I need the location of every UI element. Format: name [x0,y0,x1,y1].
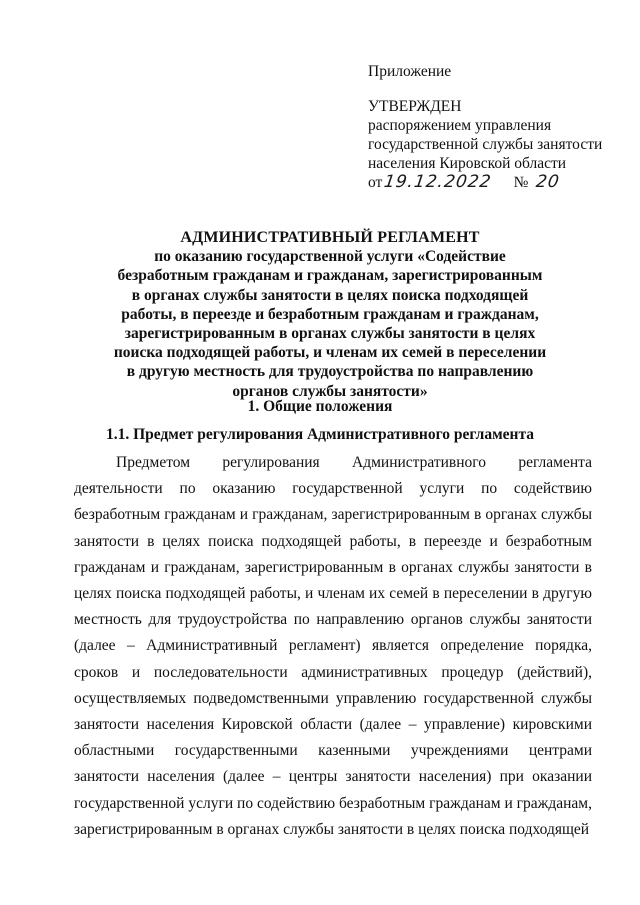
title-line: в другую местность для трудоустройства по направлению [126,363,534,381]
body-paragraph: Предметом регулирования Административного регламента деятельности по оказанию государственной услуги по содействию безработным гражданам и гражданам, зарегистрированным в органах службы занятости в целях поиска подходящей работы, в переезде и безработным гражданам и гражданам, зарегистрированным в органах службы занятости в целях поиска подходящей работы, и членам их семей в переселении в другую местность для трудоустройства по направлению органов службы занятости (далее – Административный регламент) является определение порядка, сроков и последовательности административных процедур (действий), осуществляемых подведомственными управлению государственной службы занятости населения Кировской области (далее – управление) кировскими областными государственными казенными учреждениями центрами занятости населения (далее – центры занятости населения) при оказании государственной услуги по содействию безработным гражданам и гражданам, зарегистрированным в органах службы занятости в целях поиска подходящей [74,454,592,838]
approval-line-2: государственной службы занятости [368,136,603,153]
number-prefix: № [513,174,529,191]
handwritten-date: 19.12.2022 [382,172,494,192]
subsection-heading: 1.1. Предмет регулирования Административного регламента [105,426,535,443]
title-line: безработным гражданам и гражданам, зарегистрированным [117,267,543,285]
approved-label: УТВЕРЖДЕН [368,98,462,115]
title-line: по оказанию государственной услуги «Содействие [154,248,506,266]
title-heading: АДМИНИСТРАТИВНЫЙ РЕГЛАМЕНТ [180,229,480,246]
approval-line-1: распоряжением управления [368,117,552,134]
section-heading: 1. Общие положения [247,398,393,415]
title-line: работы, в переезде и безработным гражданам и гражданам, [121,305,539,323]
approval-block [368,62,630,192]
title-line: органов службы занятости» [232,382,428,400]
title-line: поиска подходящей работы, и членам их семей в переселении [113,344,547,362]
date-prefix: от [368,174,383,191]
document-title [80,228,580,401]
appendix-label: Приложение [368,63,452,80]
title-line: зарегистрированным в органах службы занятости в целях [124,325,536,343]
approval-line-3: населения Кировской области [368,155,567,172]
date-number-line [368,173,630,192]
handwritten-number: 20 [535,172,562,192]
title-line: в органах службы занятости в целях поиска подходящей [131,286,529,304]
